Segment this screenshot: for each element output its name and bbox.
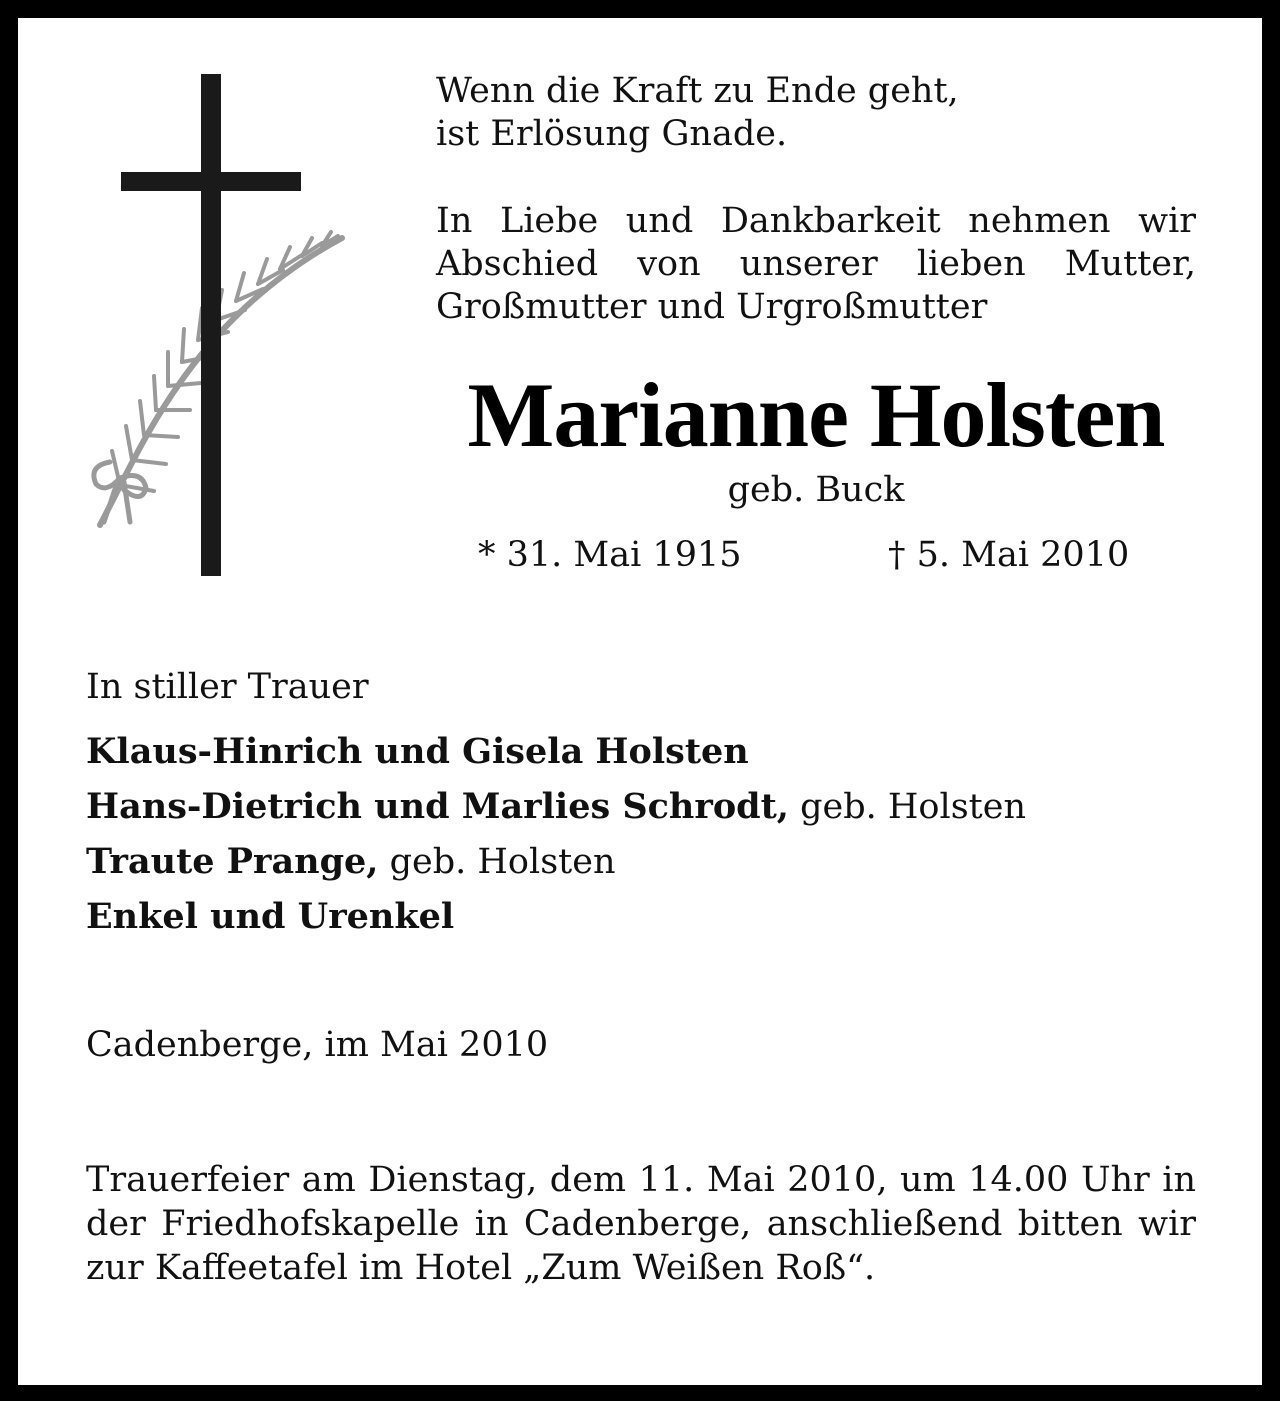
relative-name: Enkel und Urenkel bbox=[86, 896, 455, 937]
cross-palm-emblem bbox=[80, 70, 360, 590]
relative-line bbox=[86, 895, 454, 939]
motto bbox=[436, 70, 1196, 156]
funeral-service-text: Trauerfeier am Dienstag, dem 11. Mai 2010, um 14.00 Uhr in der Friedhofskapelle in Cadenberge, anschließend bitten wir zur Kaffeetafel im Hotel „Zum Weißen Roß“. bbox=[86, 1160, 1196, 1288]
relative-name: Klaus-Hinrich und Gisela Holsten bbox=[86, 731, 749, 772]
relative-name: Traute Prange, bbox=[86, 841, 379, 882]
intro-line: In Liebe und Dankbarkeit nehmen wir bbox=[436, 201, 1196, 241]
mourning-label: In stiller Trauer bbox=[86, 667, 369, 707]
intro-line: Abschied von unserer lieben Mutter, bbox=[436, 244, 1196, 284]
intro-line: Großmutter und Urgroßmutter bbox=[436, 287, 988, 327]
birth-date: * 31. Mai 1915 bbox=[478, 535, 742, 575]
relative-name: Hans-Dietrich und Marlies Schrodt, bbox=[86, 786, 789, 827]
relative-line bbox=[86, 840, 615, 884]
relative-note: geb. Holsten bbox=[389, 842, 616, 882]
motto-line: Wenn die Kraft zu Ende geht, bbox=[436, 71, 959, 111]
motto-line: ist Erlösung Gnade. bbox=[436, 114, 788, 154]
relative-line bbox=[86, 785, 1026, 829]
cross-icon bbox=[121, 74, 301, 576]
relative-note: geb. Holsten bbox=[800, 787, 1026, 827]
relative-line bbox=[86, 730, 749, 774]
intro-text bbox=[436, 200, 1196, 329]
deceased-name: Marianne Holsten bbox=[467, 364, 1165, 466]
death-date: † 5. Mai 2010 bbox=[888, 535, 1130, 575]
maiden-name: geb. Buck bbox=[727, 470, 905, 510]
place-date: Cadenberge, im Mai 2010 bbox=[86, 1025, 549, 1065]
